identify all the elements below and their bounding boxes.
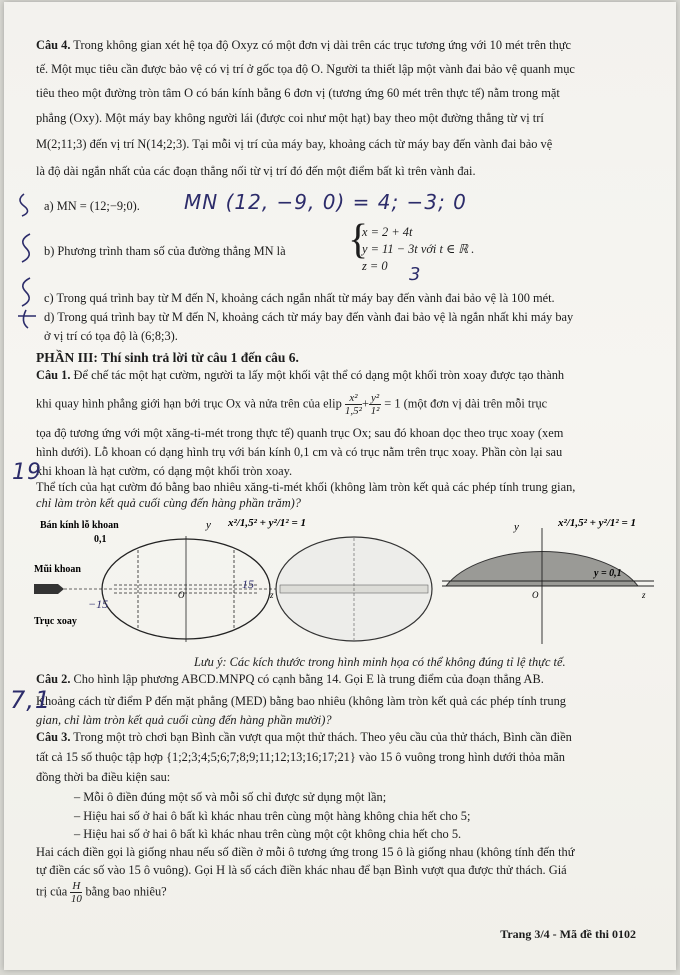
sys-x: x = 2 + 4t xyxy=(362,225,413,239)
bead-figure xyxy=(28,514,658,654)
p3q1-line4: hình dưới). Lỗ khoan có dạng hình trụ với bán kính 0,1 cm và có trục nằm trên trục xoay. Phần còn lại sau xyxy=(36,445,563,459)
eq-left: x²/1,5² + y²/1² = 1 xyxy=(228,517,306,529)
exam-page xyxy=(4,2,676,970)
frac-x: $\frac{\text{x²}}{\text{1,5²}}$ xyxy=(344,392,362,417)
q4-b: b) Phương trình tham số của đường thẳng MN là xyxy=(44,244,286,258)
origin-label-left: O xyxy=(178,590,185,600)
p3q1-line3: tọa độ tương ứng với một xăng-ti-mét trong thực tế) quanh trục Ox; sau đó khoan dọc theo trục xoay (xem xyxy=(36,426,564,440)
z-axis-label-left: z xyxy=(270,590,274,600)
p3q3-line2: tất cả 15 số thuộc tập hợp {1;2;3;4;5;6;7;8;9;11;12;13;16;17;21} vào 15 ô vuông trong hình dưới thỏa mãn xyxy=(36,750,565,764)
q4-d2: ở vị trí có tọa độ là (6;8;3). xyxy=(44,329,178,343)
p3q3-cond2: – Hiệu hai số ở hai ô bất kì khác nhau trên cùng một hàng không chia hết cho 5; xyxy=(74,809,471,823)
label-axis: Trục xoay xyxy=(34,616,77,627)
q4-d1: d) Trong quá trình bay từ M đến N, khoảng cách từ máy bay đến vành đai bảo vệ là ngắn nhất khi máy bay xyxy=(44,310,574,324)
handwritten-fig-15: 15 xyxy=(242,577,254,591)
drill-bit-icon xyxy=(34,584,64,594)
q4-line1: Câu 4. Trong không gian xét hệ tọa độ Oxyz có một đơn vị dài trên các trục tương ứng với 10 mét trên thực xyxy=(36,38,572,52)
q4-line3: tiêu theo một đường tròn tâm O có bán kính bằng 6 đơn vị (tương ứng 60 mét trên thực tế) nằm trong mặt xyxy=(36,86,560,100)
handwritten-fig-neg15: −15 xyxy=(88,597,109,611)
brace-glyph: { xyxy=(348,217,369,263)
y-axis-label-left: y xyxy=(206,519,211,531)
p3q3-cond3: – Hiệu hai số ở hai ô bất kì khác nhau trên cùng một cột không chia hết cho 5. xyxy=(74,827,462,841)
p3q3-line5: tự điền các số vào 15 ô vuông). Gọi H là số cách điền khác nhau để bạn Bình vượt qua được thử thách. Giá xyxy=(36,863,567,877)
p3q1-line2: khi quay hình phẳng giới hạn bởi trục Ox và nửa trên của elip $\frac{\text{x²}}{\text{1,5²}}$ + $\frac{\text{y²}}{\text{1²}}$ = 1 (một đơn vị dài trên mỗi trục xyxy=(36,392,548,417)
handwritten-note-z: 3 xyxy=(409,264,422,285)
z-axis-label-right: z xyxy=(642,590,646,600)
label-bit: Mũi khoan xyxy=(34,564,81,575)
p3q2-line1: Câu 2. Cho hình lập phương ABCD.MNPQ có cạnh bằng 14. Gọi E là trung điểm của đoạn thẳng AB. xyxy=(36,672,544,686)
p3q1-line5: khi khoan là hạt cườm, có dạng một khối tròn xoay. xyxy=(36,464,293,478)
part3-title: PHẦN III: Thí sinh trả lời từ câu 1 đến câu 6. xyxy=(36,350,299,365)
line-label: y = 0,1 xyxy=(594,568,622,579)
p3q3-line6: trị của $\frac{H}{10}$ bằng bao nhiêu? xyxy=(36,880,167,905)
q4-a: a) MN = (12;−9;0). xyxy=(44,199,140,213)
y-axis-label-right: y xyxy=(514,521,519,533)
sys-y: y = 11 − 3t với t ∈ ℝ . xyxy=(362,242,475,256)
p3q3-cond1: – Mỗi ô điền đúng một số và mỗi số chỉ được sử dụng một lần; xyxy=(74,790,387,804)
page-footer: Trang 3/4 - Mã đề thi 0102 xyxy=(500,927,636,941)
label-radius-val: 0,1 xyxy=(94,534,107,545)
frac-y: $\frac{\text{y²}}{\text{1²}}$ xyxy=(370,392,380,417)
q4-line2: tế. Một mục tiêu cần được bảo vệ có vị trí ở gốc tọa độ O. Người ta thiết lập một vành đai bảo vệ quanh mục xyxy=(36,62,575,76)
handwritten-note-a: MN (12, −9, 0) = 4; −3; 0 xyxy=(184,190,467,214)
q4-c: c) Trong quá trình bay từ M đến N, khoảng cách ngắn nhất từ máy bay đến vành đai bảo vệ là 100 mét. xyxy=(44,291,555,305)
handwritten-note-q2: 7,1 xyxy=(10,686,52,714)
p3q3-line1: Câu 3. Trong một trò chơi bạn Bình cần vượt qua một thử thách. Theo yêu cầu của thử thách, Bình cần điền xyxy=(36,730,572,744)
q4-line4: phẳng (Oxy). Một máy bay không người lái (được coi như một hạt) bay theo một đường thẳng từ vị trí xyxy=(36,111,544,125)
sys-z: z = 0 xyxy=(362,259,388,273)
origin-label-right: O xyxy=(532,590,539,600)
label-radius: Bán kính lỗ khoan xyxy=(40,520,119,531)
p3q3-line3: đồng thời ba điều kiện sau: xyxy=(36,770,171,784)
q4-line5: M(2;11;3) đến vị trí N(14;2;3). Tại mỗi vị trí của máy bay, khoảng cách từ máy bay đến vành đai bảo vệ xyxy=(36,137,553,151)
p3q1-line1: Câu 1. Để chế tác một hạt cườm, người ta lấy một khối vật thể có dạng một khối tròn xoay được tạo thành xyxy=(36,368,565,382)
p3q1-line6: Thể tích của hạt cườm đó bằng bao nhiêu xăng-ti-mét khối (không làm tròn kết quả các phép tính trung gian, xyxy=(36,480,576,494)
handwritten-note-q1: 19 xyxy=(12,460,42,485)
p3q2-line2: Khoảng cách từ điểm P đến mặt phẳng (MED) bằng bao nhiêu (không làm tròn kết quả các phép tính trung xyxy=(36,694,566,708)
frac-h: $\frac{H}{10}$ xyxy=(70,880,82,905)
eq-right: x²/1,5² + y²/1² = 1 xyxy=(558,517,636,529)
margin-marks xyxy=(12,188,48,338)
figure-note: Lưu ý: Các kích thước trong hình minh họa có thể không đúng tỉ lệ thực tế. xyxy=(194,655,566,669)
p3q3-line4: Hai cách điền gọi là giống nhau nếu số điền ở mỗi ô tương ứng trong 15 ô là giống nhau (không tính đến thứ xyxy=(36,845,575,859)
p3q2-line3: gian, chỉ làm tròn kết quả cuối cùng đến hàng phần mười)? xyxy=(36,713,332,727)
q4-line6: là độ dài ngắn nhất của các đoạn thẳng nối từ vị trí đó đến một điểm bất kì trên vành đai. xyxy=(36,164,476,178)
p3q1-line7: chỉ làm tròn kết quả cuối cùng đến hàng phần trăm)? xyxy=(36,496,301,510)
